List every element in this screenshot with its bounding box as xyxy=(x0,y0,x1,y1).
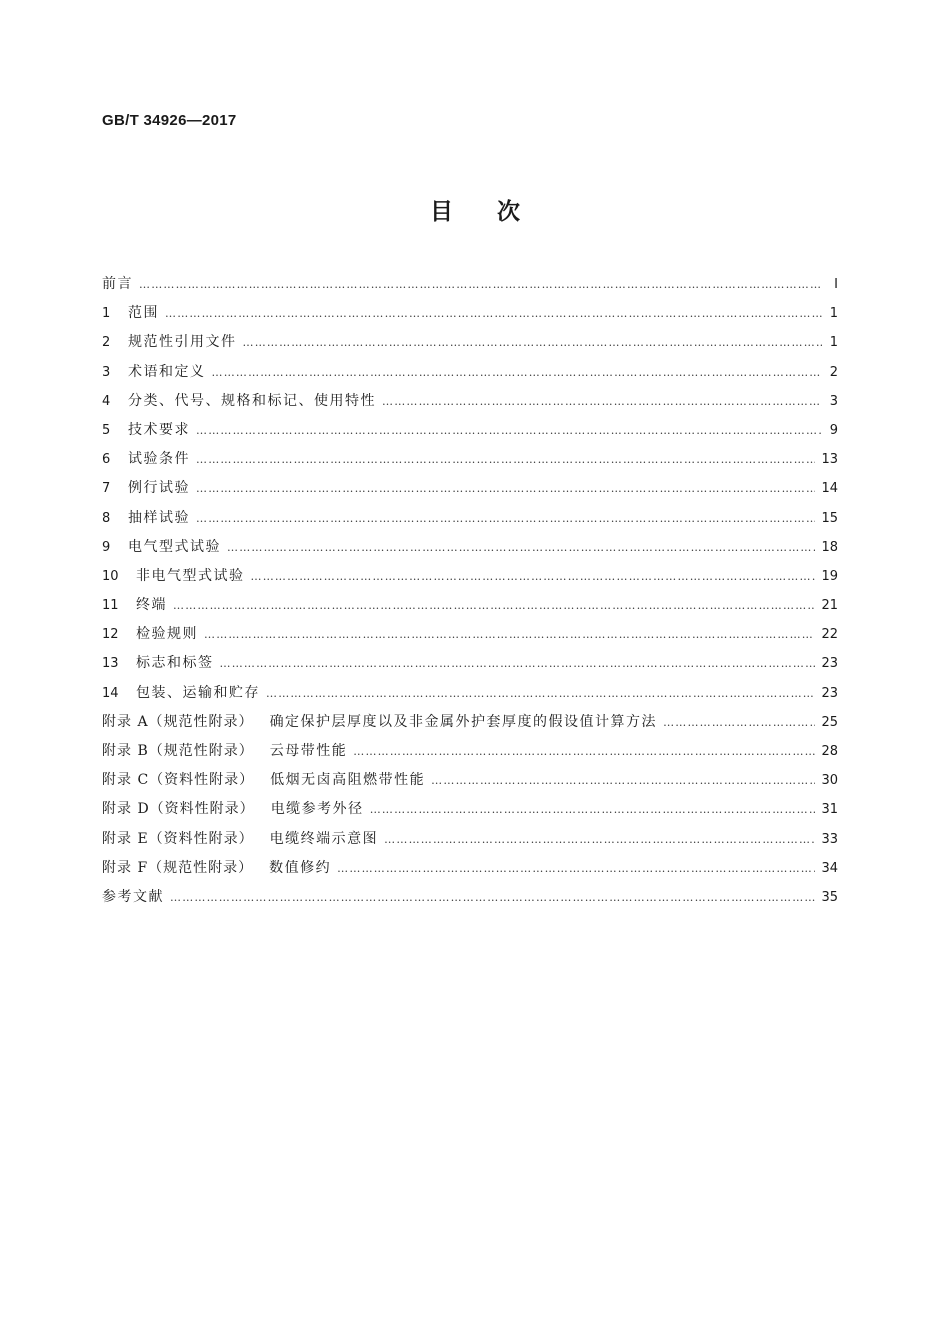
toc-entry-label: 术语和定义 xyxy=(128,363,206,380)
toc-leader-dots xyxy=(139,270,822,299)
toc-entry-label: 试验条件 xyxy=(128,451,190,468)
toc-entry[interactable] xyxy=(102,416,838,445)
toc-entry-number: 7 xyxy=(102,481,111,497)
toc-entry-number: 3 xyxy=(102,364,111,380)
toc-entry-page: 25 xyxy=(821,714,838,730)
toc-entry[interactable] xyxy=(102,358,838,387)
toc-entry-number: 2 xyxy=(102,335,111,351)
toc-entry[interactable] xyxy=(102,387,838,416)
toc-leader-dots xyxy=(663,708,815,737)
toc-entry-label: 确定保护层厚度以及非金属外护套厚度的假设值计算方法 xyxy=(269,713,658,730)
toc-entry[interactable] xyxy=(102,504,838,533)
toc-entry-appendix-prefix: 附录 C（资料性附录） xyxy=(102,772,255,789)
toc-entry-page: 31 xyxy=(821,802,838,818)
toc-entry-page: 18 xyxy=(821,539,838,555)
toc-entry-page: 21 xyxy=(821,598,838,614)
toc-entry[interactable] xyxy=(102,270,838,299)
toc-entry-number: 1 xyxy=(102,306,111,322)
toc-entry-page: 2 xyxy=(829,364,838,380)
toc-entry-number: 12 xyxy=(102,627,119,643)
toc-leader-dots xyxy=(384,825,815,854)
toc-entry-number: 4 xyxy=(102,393,111,409)
toc-entry-number: 14 xyxy=(102,685,119,701)
toc-entry-number: 11 xyxy=(102,598,119,614)
toc-entry-appendix-prefix: 附录 D（资料性附录） xyxy=(102,801,255,818)
toc-leader-dots xyxy=(204,620,815,649)
toc-entry-appendix-prefix: 附录 E（资料性附录） xyxy=(102,830,254,847)
toc-leader-dots xyxy=(227,533,815,562)
toc-entry-appendix-prefix: 附录 F（规范性附录） xyxy=(102,859,254,876)
toc-entry-page: 19 xyxy=(821,568,838,584)
toc-entry-page: 1 xyxy=(829,335,838,351)
toc-entry-label: 终端 xyxy=(136,597,167,614)
toc-entry-page: 9 xyxy=(829,422,838,438)
table-of-contents xyxy=(102,270,838,912)
toc-entry-label: 标志和标签 xyxy=(136,655,214,672)
toc-leader-dots xyxy=(196,445,815,474)
toc-entry-page: Ⅰ xyxy=(834,277,838,292)
toc-leader-dots xyxy=(165,299,822,328)
toc-entry-page: 23 xyxy=(821,685,838,701)
toc-entry[interactable] xyxy=(102,737,838,766)
toc-leader-dots xyxy=(431,766,815,795)
toc-entry-label: 数值修约 xyxy=(269,859,332,876)
toc-entry[interactable] xyxy=(102,766,838,795)
toc-entry-label: 参考文献 xyxy=(102,888,164,905)
toc-entry[interactable] xyxy=(102,620,838,649)
toc-entry-page: 15 xyxy=(821,510,838,526)
toc-entry-label: 抽样试验 xyxy=(128,509,190,526)
toc-entry-number: 8 xyxy=(102,510,111,526)
toc-entry-label: 电缆终端示意图 xyxy=(269,830,379,847)
toc-entry-page: 28 xyxy=(821,744,838,759)
toc-entry[interactable] xyxy=(102,591,838,620)
toc-entry-page: 34 xyxy=(821,860,838,876)
toc-entry[interactable] xyxy=(102,445,838,474)
page-title: 目次 xyxy=(430,199,564,225)
toc-leader-dots xyxy=(251,562,816,591)
toc-entry-page: 14 xyxy=(821,481,838,497)
toc-entry-label: 包装、运输和贮存 xyxy=(136,684,260,701)
toc-entry-page: 1 xyxy=(829,306,838,322)
toc-leader-dots xyxy=(212,358,823,387)
toc-entry[interactable] xyxy=(102,795,838,824)
toc-leader-dots xyxy=(337,854,815,883)
toc-leader-dots xyxy=(196,504,815,533)
toc-entry-label: 范围 xyxy=(128,305,159,322)
toc-entry-label: 技术要求 xyxy=(128,421,190,438)
toc-entry-page: 13 xyxy=(821,452,838,468)
toc-entry-number: 6 xyxy=(102,452,111,468)
toc-entry-page: 33 xyxy=(821,831,838,847)
toc-entry-label: 分类、代号、规格和标记、使用特性 xyxy=(128,392,376,409)
toc-entry-number: 5 xyxy=(102,422,111,438)
toc-leader-dots xyxy=(173,591,815,620)
toc-entry-label: 非电气型式试验 xyxy=(136,567,245,584)
toc-entry-appendix-prefix: 附录 A（规范性附录） xyxy=(102,713,254,730)
toc-entry-label: 云母带性能 xyxy=(269,743,348,759)
toc-entry-page: 3 xyxy=(829,393,838,409)
toc-entry-number: 13 xyxy=(102,656,119,672)
toc-entry-label: 规范性引用文件 xyxy=(128,334,237,351)
toc-entry[interactable] xyxy=(102,708,838,737)
toc-leader-dots xyxy=(353,737,815,766)
toc-entry-label: 前言 xyxy=(102,276,133,292)
toc-leader-dots xyxy=(370,795,816,824)
toc-leader-dots xyxy=(196,474,815,503)
toc-entry[interactable] xyxy=(102,854,838,883)
toc-entry[interactable] xyxy=(102,679,838,708)
toc-entry-label: 例行试验 xyxy=(128,480,190,497)
toc-leader-dots xyxy=(266,679,815,708)
toc-entry[interactable] xyxy=(102,533,838,562)
toc-entry-page: 23 xyxy=(821,656,838,672)
toc-entry[interactable] xyxy=(102,562,838,591)
toc-entry-label: 电缆参考外径 xyxy=(270,801,364,818)
toc-entry[interactable] xyxy=(102,649,838,678)
toc-leader-dots xyxy=(220,649,816,678)
toc-entry[interactable] xyxy=(102,299,838,328)
toc-entry-page: 22 xyxy=(821,627,838,643)
toc-entry-page: 30 xyxy=(821,773,838,789)
toc-leader-dots xyxy=(382,387,822,416)
toc-entry-label: 低烟无卤高阻燃带性能 xyxy=(270,772,426,789)
toc-entry-label: 电气型式试验 xyxy=(128,538,221,555)
toc-entry-appendix-prefix: 附录 B（规范性附录） xyxy=(102,743,254,759)
toc-entry-label: 检验规则 xyxy=(136,626,198,643)
toc-entry-number: 9 xyxy=(102,539,111,555)
toc-entry[interactable] xyxy=(102,328,838,357)
toc-entry-number: 10 xyxy=(102,568,119,584)
toc-leader-dots xyxy=(243,328,823,357)
toc-leader-dots xyxy=(170,883,815,912)
standard-code: GB/T 34926—2017 xyxy=(102,112,237,129)
toc-entry[interactable] xyxy=(102,474,838,503)
toc-entry[interactable] xyxy=(102,825,838,854)
toc-leader-dots xyxy=(196,416,822,445)
toc-entry[interactable] xyxy=(102,883,838,912)
toc-entry-page: 35 xyxy=(821,889,838,905)
